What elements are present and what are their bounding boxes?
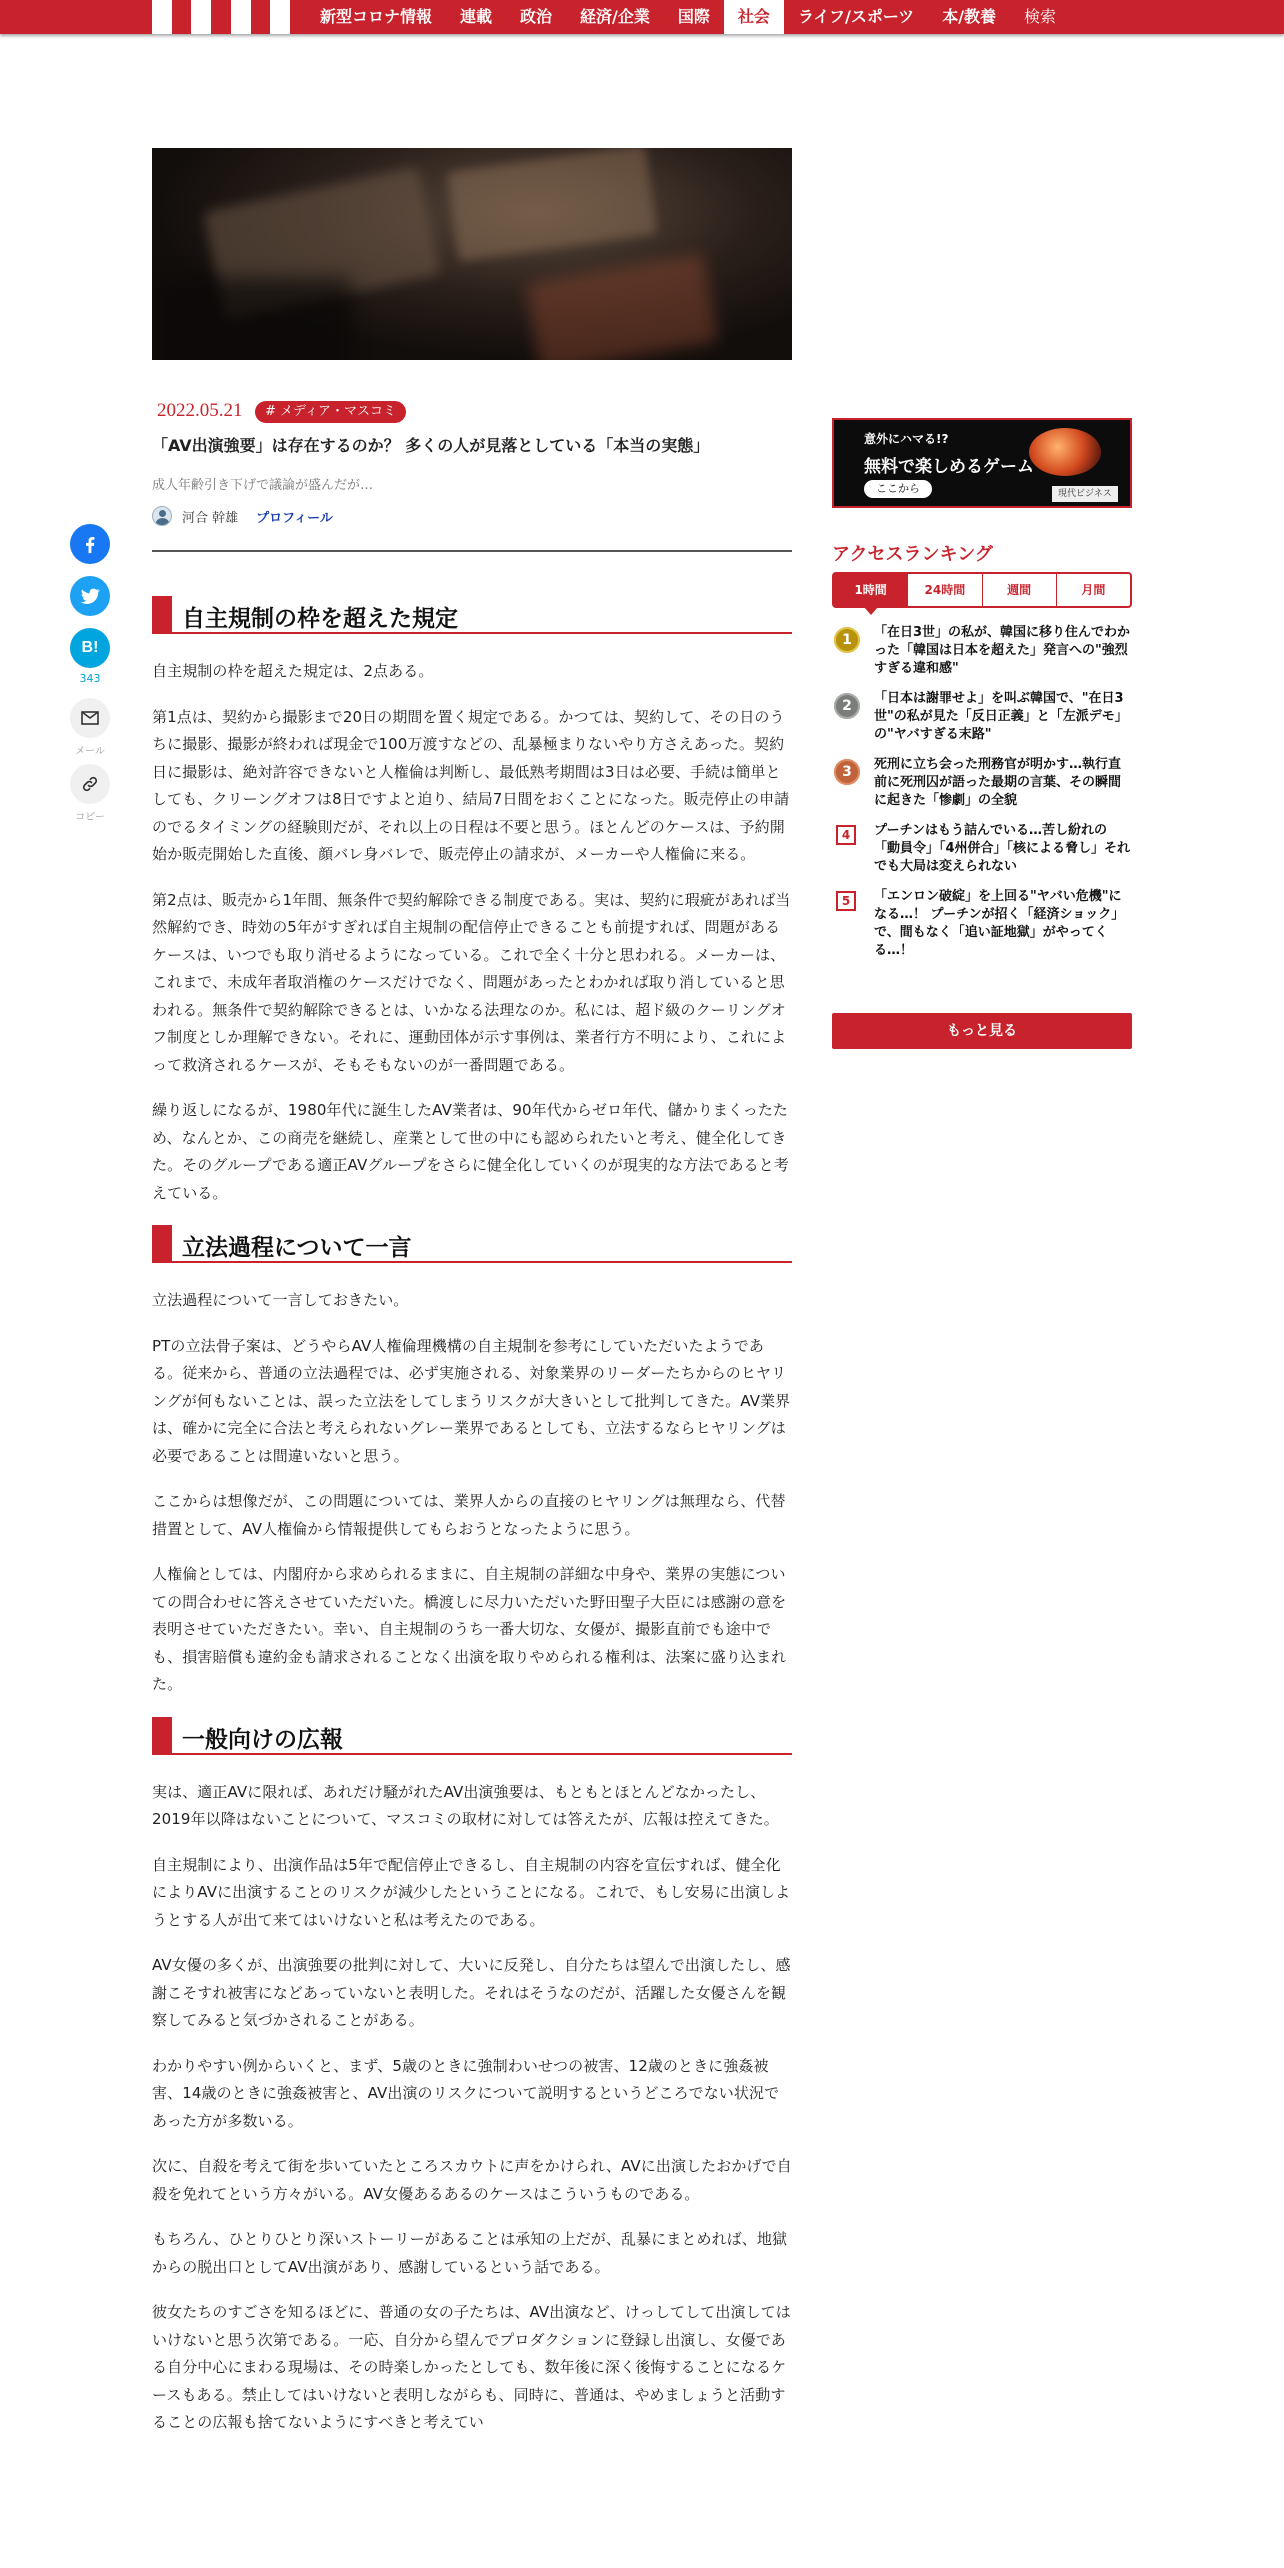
paragraph: 人権倫としては、内閣府から求められるままに、自主規制の詳細な中身や、業界の実態についての問合わせに答えさせていただいた。橋渡しに尽力いただいた野田聖子大臣には感謝の意を表明させていただきたい。幸い、自主規制のうち一番大切な、女優が、撮影直前でも途中でも、損害賠償も違約金も請求されることなく出演を取りやめられる権利は、法案に盛り込まれた。 <box>152 1565 787 1693</box>
copy-label: コピー <box>75 812 105 823</box>
ranking-item-title[interactable]: 死刑に立ち会った刑務官が明かす…執行直前に死刑囚が語った最期の言葉、その瞬間に起きた「惨劇」の全貌 <box>874 757 1122 808</box>
ranking-heading: アクセスランキング <box>832 544 993 565</box>
sidebar-ad-banner[interactable] <box>832 418 1132 508</box>
more-ranking-button[interactable]: もっと見る <box>832 1013 1132 1049</box>
rank-badge: 5 <box>836 891 856 911</box>
article-lead: 成人年齢引き下げで議論が盛んだが… <box>152 478 374 493</box>
section-heading-text: 自主規制の枠を超えた規定 <box>182 606 458 632</box>
twitter-bird-icon[interactable] <box>70 576 110 616</box>
tab-1-hour[interactable]: 1時間 <box>834 574 908 606</box>
paragraph: PTの立法骨子案は、どうやらAV人権倫理機構の自主規制を参考にしていただいたようである。従来から、普通の立法過程では、必ず実施される、対象業界のリーダーたちからのヒヤリングが何もないことは、誤った立法をしてしまうリスクが大きいとして批判してきた。AV業界は、確かに完全に合法と考えられないグレー業界であるとしても、立法するならヒヤリングは必要であることは間違いないと思う。 <box>152 1336 791 1465</box>
share-hatena[interactable] <box>70 628 110 685</box>
paragraph: 自主規制により、出演作品は5年で配信停止できるし、自主規制の内容を宣伝すれば、健全化によりAVに出演することのリスクが減少したということになる。これで、もし安易に出演しようとする人が出て来てはいけないと私は考えたのである。 <box>152 1855 791 1929</box>
ad-kicker: 意外にハマる!? <box>864 432 949 446</box>
paragraph: 彼女たちのすごさを知るほどに、普通の女の子たちは、AV出演など、けっしてして出演してはいけないと思う次第である。一応、自分から望んでプロダクションに登録し出演し、女優である自分中心にまわる現場は、その時楽しかったとしても、数年後に深く後悔することになるケースもある。禁止してはいけないと表明しながらも、同時に、普通は、やめましょうと活動することの広報も捨てないようにすべきと考えてい <box>152 2303 791 2431</box>
link-icon[interactable] <box>70 764 110 804</box>
ranking-tabs <box>832 572 1132 608</box>
ranking-item[interactable] <box>832 888 1132 960</box>
nav-items <box>306 0 1070 34</box>
rank-badge: 3 <box>834 759 860 785</box>
ranking-item[interactable] <box>832 756 1132 810</box>
share-facebook[interactable] <box>70 524 110 564</box>
profile-link[interactable]: プロフィール <box>256 510 333 526</box>
ad-cta-button[interactable]: ここから <box>864 480 932 498</box>
nav-item-series[interactable]: 連載 <box>460 7 493 26</box>
ranking-item-title[interactable]: 「日本は謝罪せよ」を叫ぶ韓国で、"在日3世"の私が見た「反日正義」と「左派デモ」の"ヤバすぎる末路" <box>874 691 1128 742</box>
paragraph: 第2点は、販売から1年間、無条件で契約解除できる制度である。実は、契約に瑕疵があれば当然解約でき、時効の5年がすぎれば自主規制の配信停止できることも前提すれば、問題があるケースは、いつでも取り消せるようになっている。これで全く十分と思われる。メーカーは、これまで、未成年者取消権のケースだけでなく、問題があったとわかれば取り消していると思われる。無条件で契約解除できるとは、いかなる法理なのか。私には、超ド級のクーリングオフ制度としか理解できない。それに、運動団体が示す事例は、業者行方不明により、これによって救済されるケースが、そもそもないのが一番問題である。 <box>152 890 791 1074</box>
ad-artwork <box>1029 428 1101 476</box>
paragraph: 実は、適正AVに限れば、あれだけ騒がれたAV出演強要は、もともとほとんどなかったし、2019年以降はないことについて、マスコミの取材に対しては答えたが、広報は控えてきた。 <box>152 1782 779 1828</box>
site-logo[interactable] <box>152 0 290 34</box>
share-twitter[interactable] <box>70 576 110 616</box>
nav-item-corona[interactable]: 新型コロナ情報 <box>320 7 433 26</box>
share-copy[interactable] <box>70 764 110 823</box>
paragraph: 繰り返しになるが、1980年代に誕生したAV業者は、90年代からゼロ年代、儲かりまくったため、なんとか、この商売を継続し、産業として世の中にも認められたいと考え、健全化してきた。そのグループである適正AVグループをさらに健全化していくのが現実的な方法であると考えている。 <box>152 1101 789 1202</box>
share-mail[interactable] <box>70 698 110 757</box>
ranking-list <box>832 624 1132 972</box>
rank-badge: 2 <box>834 693 860 719</box>
article-body <box>152 596 792 2455</box>
nav-item-economy[interactable]: 経済/企業 <box>580 7 650 26</box>
mail-icon[interactable] <box>70 698 110 738</box>
nav-item-world[interactable]: 国際 <box>677 7 710 26</box>
article-title: 「AV出演強要」は存在するのか？ 多くの人が見落としている「本当の実態」 <box>152 436 710 455</box>
nav-item-life-sports[interactable]: ライフ/スポーツ <box>797 7 915 26</box>
ranking-item-title[interactable]: 「エンロン破綻」を上回る"ヤバい危機"になる…！ プーチンが招く「経済ショック」で、間もなく「追い証地獄」がやってくる…！ <box>874 889 1125 958</box>
author-row <box>152 505 333 527</box>
tab-24-hours[interactable]: 24時間 <box>908 574 982 606</box>
ranking-item[interactable] <box>832 690 1132 744</box>
paragraph: 次に、自殺を考えて街を歩いていたところスカウトに声をかけられ、AVに出演したおかげで自殺を免れてという方々がいる。AV女優あるあるのケースはこういうものである。 <box>152 2157 792 2203</box>
rank-badge: 4 <box>836 825 856 845</box>
rank-badge: 1 <box>834 627 860 653</box>
facebook-icon[interactable] <box>70 524 110 564</box>
section-heading-text: 立法過程について一言 <box>182 1235 412 1261</box>
section-heading <box>152 596 792 634</box>
nav-search-link[interactable]: 検索 <box>1024 7 1057 26</box>
ad-brand: 現代ビジネス <box>1052 486 1118 502</box>
paragraph: 立法過程について一言しておきたい。 <box>152 1291 409 1309</box>
section-heading <box>152 1717 792 1755</box>
divider <box>152 550 792 552</box>
article-date: 2022.05.21 <box>157 400 243 421</box>
ranking-item-title[interactable]: プーチンはもう詰んでいる…苦し紛れの「動員令」「4州併合」「核による脅し」それでも大局は変えられない <box>874 823 1131 874</box>
mail-label: メール <box>75 746 105 757</box>
hatena-count: 343 <box>79 672 101 685</box>
paragraph: ここからは想像だが、この問題については、業界人からの直接のヒヤリングは無理なら、代替措置として、AV人権倫から情報提供してもらおうとなったように思う。 <box>152 1492 786 1538</box>
section-heading <box>152 1225 792 1263</box>
author-avatar <box>152 506 172 526</box>
ranking-item-title[interactable]: 「在日3世」の私が、韓国に移り住んでわかった「韓国は日本を超えた」発言への"強烈すぎる違和感" <box>874 625 1131 676</box>
nav-item-politics[interactable]: 政治 <box>520 7 553 26</box>
global-nav <box>0 0 1284 34</box>
paragraph: もちろん、ひとりひとり深いストーリーがあることは承知の上だが、乱暴にまとめれば、地獄からの脱出口としてAV出演があり、感謝しているという話である。 <box>152 2230 788 2276</box>
section-heading-text: 一般向けの広報 <box>182 1726 343 1753</box>
nav-item-society[interactable]: 社会 <box>724 0 784 34</box>
paragraph: わかりやすい例からいくと、まず、5歳のときに強制わいせつの被害、12歳のときに強姦被害、14歳のときに強姦被害と、AV出演のリスクについて説明するというどころでない状況であった方が多数いる。 <box>152 2056 780 2130</box>
paragraph: 第1点は、契約から撮影まで20日の期間を置く規定である。かつては、契約して、その日のうちに撮影、撮影が終われば現金で100万渡すなどの、乱暴極まりないやり方さえあった。契約日に撮影は、絶対許容できないと人権倫は判断し、最低熟考期間は3日は必要、手続は簡単としても、クリーングオフは8日ですよと迫り、結局7日間をおくことになった。販売停止の申請のでるタイミングの経験則だが、それ以上の日程は不要と思う。ほとんどのケースは、予約開始か販売開始した直後、顔バレ身バレで、販売停止の請求が、メーカーや人権倫に来る。 <box>152 707 790 863</box>
ranking-item[interactable] <box>832 822 1132 876</box>
category-tag[interactable]: # メディア・マスコミ <box>255 401 406 423</box>
author-name[interactable]: 河合 幹雄 <box>182 510 239 526</box>
paragraph: 自主規制の枠を超えた規定は、2点ある。 <box>152 662 434 680</box>
ad-title: 無料で楽しめるゲーム <box>864 457 1034 477</box>
paragraph: AV女優の多くが、出演強要の批判に対して、大いに反発し、自分たちは望んで出演したし、感謝こそすれ被害になどあっていないと表明した。それはそうなのだが、活躍した女優さんを観察してみると気づかされることがある。 <box>152 1956 791 2029</box>
tab-monthly[interactable]: 月間 <box>1081 583 1106 597</box>
nav-item-books[interactable]: 本/教養 <box>942 7 997 26</box>
tab-weekly[interactable]: 週間 <box>983 574 1057 606</box>
hatena-bookmark-icon[interactable]: B! <box>70 628 110 668</box>
ranking-item[interactable] <box>832 624 1132 678</box>
hero-image <box>152 148 792 360</box>
